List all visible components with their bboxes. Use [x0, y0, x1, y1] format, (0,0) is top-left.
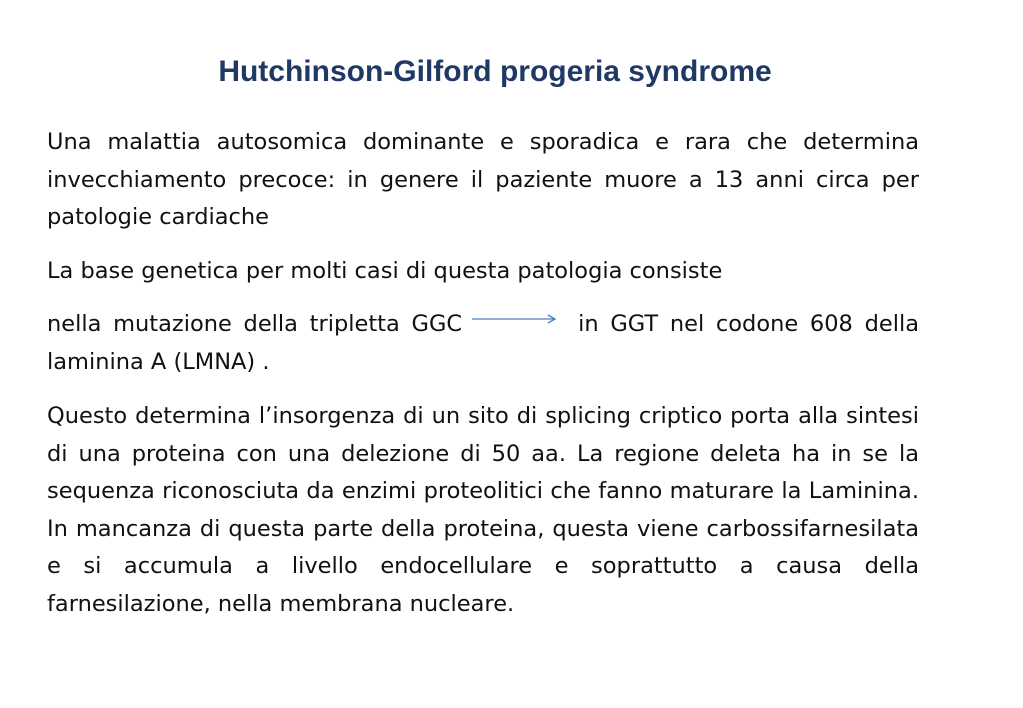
paragraph-genetic-basis: La base genetica per molti casi di questa patologia consiste: [47, 258, 723, 284]
paragraph-intro: Una malattia autosomica dominante e sporadica e rara che determina invecchiamento precoce: in genere il paziente muore a 13 anni circa per patologie cardiache: [47, 129, 919, 230]
mutation-text-after: in GGT nel codone 608 della laminina A (LMNA) .: [47, 311, 919, 375]
mutation-text-before: nella mutazione della tripletta GGC: [47, 311, 463, 337]
paragraph-consequences: Questo determina l’insorgenza di un sito di splicing criptico porta alla sintesi di una proteina con una delezione di 50 aa. La regione deleta ha in se la sequenza riconosciuta da enzimi proteolitici che fanno maturare la Laminina. In mancanza di questa parte della proteina, questa viene carbossifarnesilata e si accumula a livello endocellulare e soprattutto a causa della farnesilazione, nella membrana nucleare.: [47, 403, 919, 617]
paragraph-mutation: [47, 306, 919, 381]
slide-title: Hutchinson-Gilford progeria syndrome: [218, 55, 772, 88]
right-arrow-icon: [470, 311, 560, 327]
